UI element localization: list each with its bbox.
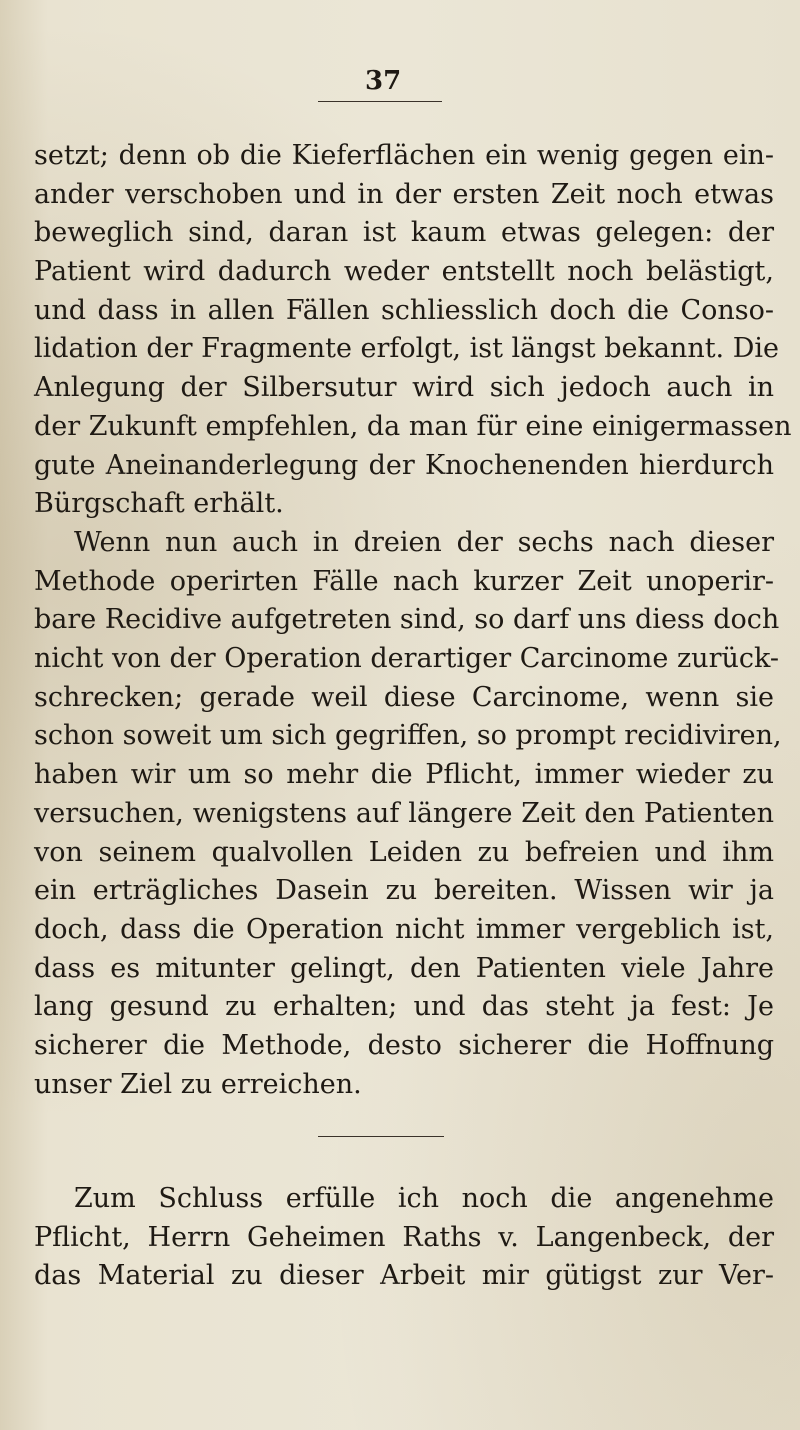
- page-number-underline: [318, 101, 442, 102]
- text-line: Methode operirten Fälle nach kurzer Zeit unoperir-: [34, 565, 774, 597]
- text-line: setzt; denn ob die Kieferflächen ein wenig gegen ein-: [34, 140, 774, 171]
- section-divider: [318, 1136, 444, 1137]
- text-line: gute Aneinanderlegung der Knochenenden hierdurch: [34, 449, 774, 481]
- text-line: lidation der Fragmente erfolgt, ist längst bekannt. Die: [34, 333, 779, 365]
- text-line: Bürgschaft erhält.: [34, 488, 284, 520]
- page-number: 37: [365, 66, 402, 96]
- text-line: schrecken; gerade weil diese Carcinome, wenn sie: [34, 681, 774, 713]
- text-line: ander verschoben und in der ersten Zeit noch etwas: [34, 178, 774, 210]
- text-line: versuchen, wenigstens auf längere Zeit den Patienten: [34, 797, 774, 829]
- text-line: Anlegung der Silbersutur wird sich jedoch auch in: [34, 372, 774, 404]
- text-line: sicherer die Methode, desto sicherer die Hoffnung: [34, 1029, 774, 1061]
- text-line: lang gesund zu erhalten; und das steht ja fest: Je: [34, 991, 774, 1023]
- text-line: Pflicht, Herrn Geheimen Raths v. Langenbeck, der: [34, 1221, 774, 1253]
- text-line: Wenn nun auch in dreien der sechs nach dieser: [74, 527, 774, 558]
- text-line: ein erträgliches Dasein zu bereiten. Wissen wir ja: [34, 875, 774, 907]
- paragraph-3: [34, 1180, 774, 1296]
- text-line: der Zukunft empfehlen, da man für eine einigermassen: [34, 410, 792, 442]
- text-line: doch, dass die Operation nicht immer vergeblich ist,: [34, 913, 774, 945]
- text-line: und dass in allen Fällen schliesslich doch die Conso-: [34, 294, 774, 326]
- paragraph-2: [34, 524, 782, 1104]
- text-line: bare Recidive aufgetreten sind, so darf uns diess doch: [34, 604, 780, 636]
- text-line: unser Ziel zu erreichen.: [34, 1068, 362, 1100]
- text-line: von seinem qualvollen Leiden zu befreien und ihm: [34, 836, 774, 868]
- text-line: Patient wird dadurch weder entstellt noch belästigt,: [34, 256, 774, 288]
- text-line: beweglich sind, daran ist kaum etwas gelegen: der: [34, 217, 774, 249]
- text-line: nicht von der Operation derartiger Carcinome zurück-: [34, 643, 779, 675]
- paragraph-1: [34, 137, 792, 524]
- text-line: dass es mitunter gelingt, den Patienten viele Jahre: [34, 952, 774, 984]
- text-line: Zum Schluss erfülle ich noch die angenehme: [74, 1183, 774, 1214]
- text-line: haben wir um so mehr die Pflicht, immer wieder zu: [34, 759, 774, 791]
- text-line: schon soweit um sich gegriffen, so prompt recidiviren,: [34, 720, 782, 752]
- text-line: das Material zu dieser Arbeit mir gütigst zur Ver-: [34, 1260, 774, 1292]
